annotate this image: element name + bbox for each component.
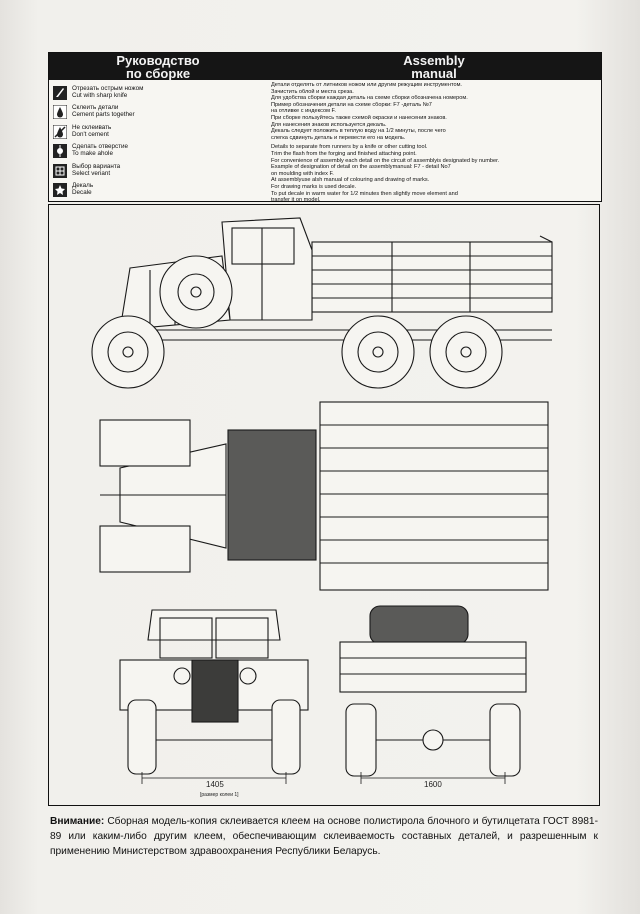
instr-en-line: on moulding with index F. xyxy=(271,170,334,177)
instr-ru-line: Для удобства сборки каждая деталь на схеме сборки обозначена номером. xyxy=(271,95,468,102)
symbol-drill-ru: Сделать отверстие xyxy=(72,143,129,151)
dimension-lines xyxy=(142,772,505,784)
instr-en-line: For convenience of assembly each detail on the circuit of assemblyis designated by number. xyxy=(271,157,500,164)
symbol-variant-en: Select veriant xyxy=(72,169,111,177)
instr-en-line: Details to separate from runners by a knife or other cutting tool. xyxy=(271,144,428,151)
title-ru-line-1: Руководство xyxy=(116,53,200,68)
instr-en-line: Trim the flash from the forging and finished attaching point. xyxy=(271,150,417,157)
instr-ru-line: При сборке пользуйтесь также схемой окраски и нанесения знаков. xyxy=(271,114,447,121)
instr-en-line: Example of designation of detail on the assemblymanual: F7 - detail No7 xyxy=(271,164,451,171)
instr-ru-line: на отливке с индексом F. xyxy=(271,108,336,115)
front-track-dimension: 1405 xyxy=(206,780,224,789)
instr-ru-line: Декаль следует положить в теплую воду на 1/2 минуты, после чего xyxy=(271,128,446,135)
instr-en-line: At assemblyuse alsh manual of colouring and drawing of marks. xyxy=(271,177,430,184)
rear-view xyxy=(340,606,526,776)
symbol-cut-ru: Отрезать острым ножом xyxy=(72,84,144,92)
warning-note xyxy=(50,815,598,859)
symbol-cement-en: Cement parts together xyxy=(72,111,135,119)
symbol-decal-en: Decale xyxy=(72,189,92,197)
symbol-variant-ru: Выбор варианта xyxy=(72,162,121,170)
warning-text: Сборная модель-копия склеивается клеем на основе полистирола блочного и бутилцетата ГОСТ 8981-89 или каким-либо другим клеем, обеспечивающим склеиваемость составных деталей, и разрешенным к применению Министерством здравоохранения Республики Беларусь. xyxy=(50,816,598,857)
rear-track-dimension: 1600 xyxy=(424,780,442,789)
top-view xyxy=(100,402,548,590)
scale-note: [размер колеи 1] xyxy=(200,792,239,798)
instr-ru-line: Пример обозначения детали на схеме сборки: F7 -деталь №7 xyxy=(271,101,432,108)
title-en-line-1: Assembly xyxy=(403,53,465,68)
instr-en-line: transfer it on model. xyxy=(271,197,321,204)
symbol-drill-en: To make ahole xyxy=(72,150,113,158)
title-en-line-2: manual xyxy=(411,66,457,81)
instr-ru-line: Для нанесения знаков используется декаль. xyxy=(271,121,387,128)
instr-ru-line: слегка сдвинуть деталь и перевести его на модель. xyxy=(271,134,406,141)
symbol-cut-en: Cut with sharp knife xyxy=(72,91,128,99)
symbol-cement-ru: Склеить детали xyxy=(72,104,119,112)
instr-ru-line: Детали отделять от литников ножом или другим режущим инструментом. xyxy=(271,82,462,88)
side-view xyxy=(92,218,552,388)
symbol-decal-ru: Декаль xyxy=(72,182,94,190)
front-view xyxy=(120,610,308,774)
instr-en-line: For drawing marks is used decale. xyxy=(271,183,357,190)
symbol-no-cement-ru: Не склеивать xyxy=(72,123,112,131)
instr-en-line: To put decale in warm water for 1/2 minutes then slightly move element and xyxy=(271,190,458,197)
warning-label: Внимание: xyxy=(50,816,105,827)
instr-ru-line: Зачистить облой и места среза. xyxy=(271,88,354,95)
symbol-no-cement-en: Don't cement xyxy=(72,130,109,138)
title-ru-line-2: по сборке xyxy=(125,66,191,81)
